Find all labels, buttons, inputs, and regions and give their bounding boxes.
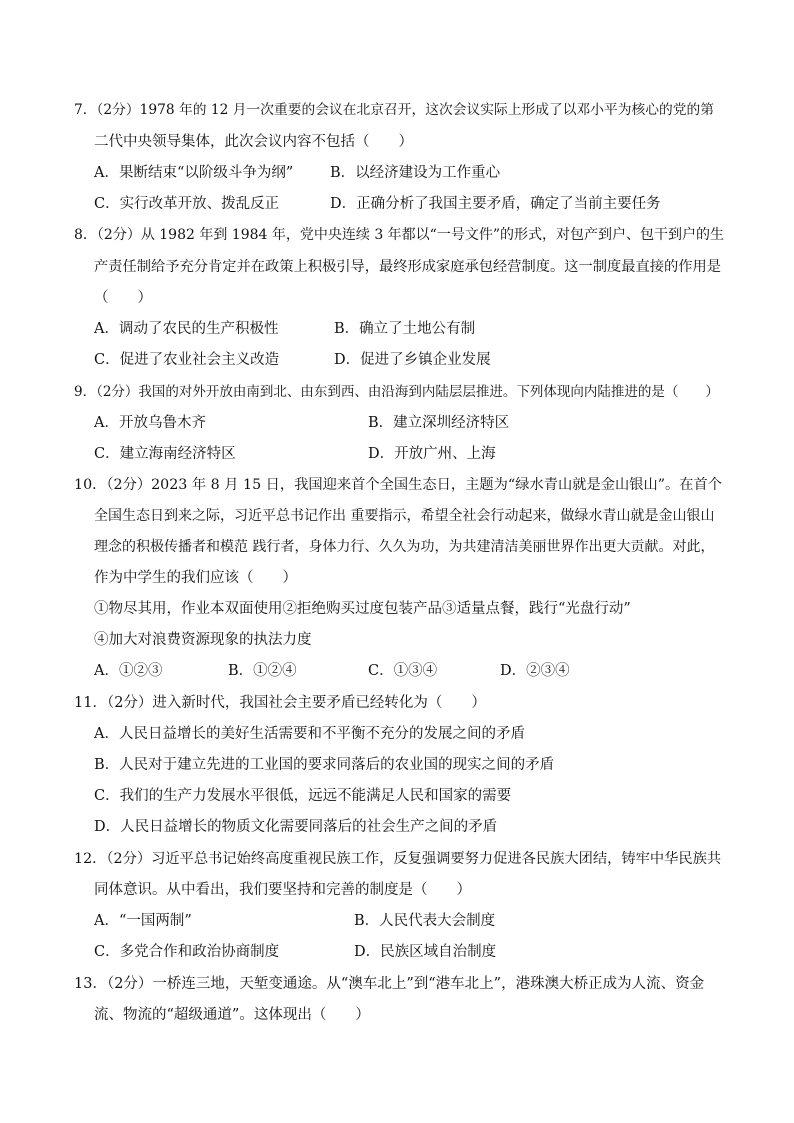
option-d[interactable]: D．民族区域自治制度 [354, 944, 497, 960]
option-d[interactable]: D．正确分析了我国主要矛盾，确定了当前主要任务 [330, 196, 661, 212]
question-stem: 10．（2分）2023 年 8 月 15 日，我国迎来首个全国生态日，主题为“绿水青山就是金山银山”。在首个 [74, 477, 723, 493]
option-d[interactable]: D．开放广州、上海 [368, 446, 496, 462]
option-c[interactable]: C．促进了农业社会主义改造 [94, 352, 280, 368]
option-a[interactable]: A．开放乌鲁木齐 [94, 415, 206, 431]
option-c[interactable]: C．实行改革开放、拨乱反正 [94, 196, 280, 212]
option-c[interactable]: C．我们的生产力发展水平很低，远远不能满足人民和国家的需要 [94, 788, 512, 804]
question-stem: 7．（2分）1978 年的 12 月一次重要的会议在北京召开，这次会议实际上形成了以邓小平为核心的党的第 [74, 102, 714, 118]
question-stem: 理念的积极传播者和模范 践行者，身体力行、久久为功，为共建清洁美丽世界作出更大贡献。对此， [94, 539, 715, 555]
question-stem: 8．（2分）从 1982 年到 1984 年，党中央连续 3 年都以“一号文件”的形式，对包产到户、包干到户的生 [74, 227, 724, 243]
option-b[interactable]: B．确立了土地公有制 [334, 321, 476, 337]
option-a[interactable]: A．①②③ [94, 663, 163, 679]
option-a[interactable]: A．果断结束“以阶级斗争为纲” [94, 165, 294, 181]
option-d[interactable]: D．促进了乡镇企业发展 [334, 352, 491, 368]
question-stem: 产责任制给予充分肯定并在政策上积极引导，最终形成家庭承包经营制度。这一制度最直接的作用是 [94, 259, 722, 275]
option-b[interactable]: B．人民代表大会制度 [354, 913, 496, 929]
option-c[interactable]: C．建立海南经济特区 [94, 446, 236, 462]
option-b[interactable]: B．人民对于建立先进的工业国的要求同落后的农业国的现实之间的矛盾 [94, 757, 555, 773]
option-a[interactable]: A．调动了农民的生产积极性 [94, 321, 279, 337]
question-stem: 11．（2分）进入新时代，我国社会主要矛盾已经转化为（ ） [74, 695, 486, 711]
question-stem: （ ） [94, 290, 152, 306]
option-d[interactable]: D．人民日益增长的物质文化需要同落后的社会生产之间的矛盾 [94, 819, 498, 835]
option-b[interactable]: B．以经济建设为工作重心 [330, 165, 501, 181]
option-c[interactable]: C．①③④ [368, 663, 438, 679]
option-a[interactable]: A．“一国两制” [94, 913, 192, 929]
option-b[interactable]: B．建立深圳经济特区 [368, 415, 510, 431]
option-d[interactable]: D．②③④ [500, 663, 570, 679]
question-stem: 12．（2分）习近平总书记始终高度重视民族工作，反复强调要努力促进各民族大团结，铸牢中华民族共 [74, 851, 722, 867]
question-stem: 作为中学生的我们应该（ ） [94, 570, 297, 586]
question-stem: 13．（2分）一桥连三地，天堑变通途。从“澳车北上”到“港车北上”，港珠澳大桥正成为人流、资金 [74, 976, 705, 992]
statement-list: ④加大对浪费资源现象的执法力度 [94, 632, 312, 648]
question-stem: 9．（2分）我国的对外开放由南到北、由东到西、由沿海到内陆层层推进。下列体现向内陆推进的是（ ） [74, 384, 719, 400]
option-c[interactable]: C．多党合作和政治协商制度 [94, 944, 280, 960]
option-b[interactable]: B．①②④ [228, 663, 297, 679]
option-a[interactable]: A．人民日益增长的美好生活需要和不平衡不充分的发展之间的矛盾 [94, 726, 525, 742]
statement-list: ①物尽其用，作业本双面使用②拒绝购买过度包装产品③适量点餐，践行“光盘行动” [94, 601, 631, 617]
question-stem: 流、物流的“超级通道”。这体现出（ ） [94, 1007, 370, 1023]
question-stem: 同体意识。从中看出，我们要坚持和完善的制度是（ ） [94, 882, 471, 898]
question-stem: 全国生态日到来之际，习近平总书记作出 重要指示，希望全社会行动起来，做绿水青山就是金山银山 [94, 508, 715, 524]
question-stem: 二代中央领导集体，此次会议内容不包括（ ） [94, 134, 413, 150]
